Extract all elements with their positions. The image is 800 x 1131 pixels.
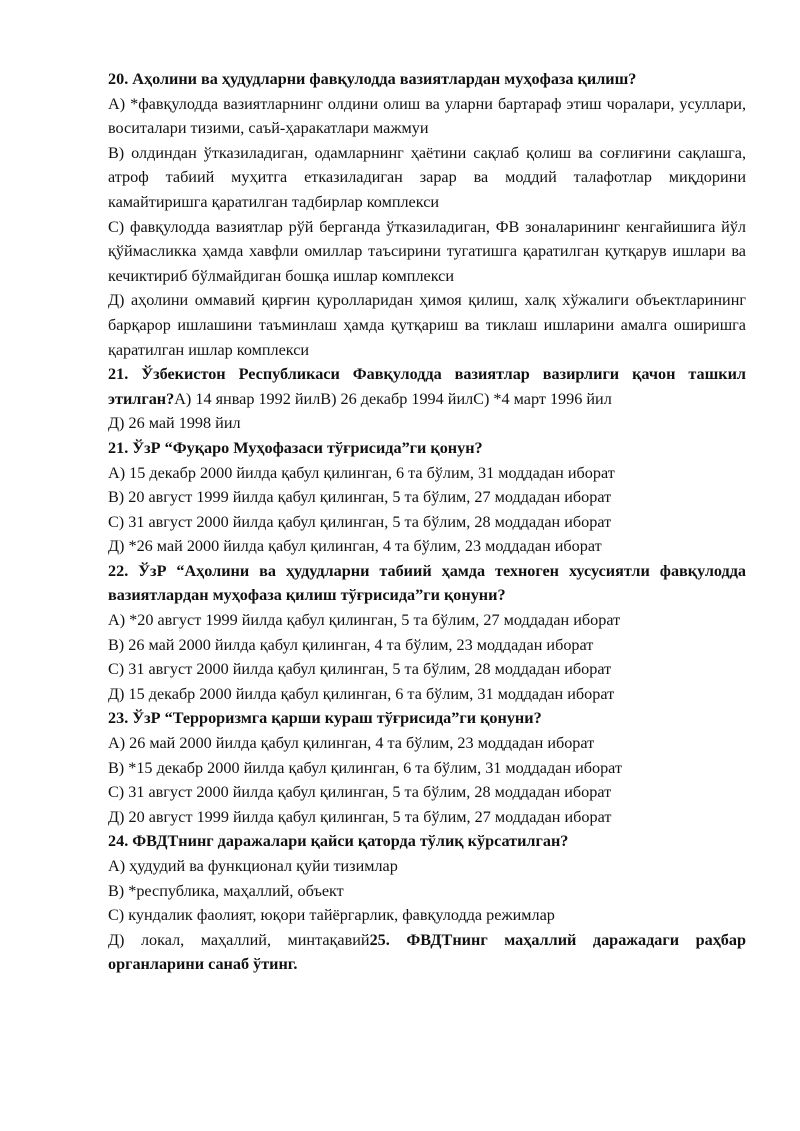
question-23-option-d: Д) 20 август 1999 йилда қабул қилинган, 5 та бўлим, 27 моддадан иборат [108,807,612,826]
question-21b-option-b: В) 20 август 1999 йилда қабул қилинган, 5 та бўлим, 27 моддадан иборат [108,488,612,507]
question-21b-option-d: Д) *26 май 2000 йилда қабул қилинган, 4 та бўлим, 23 моддадан иборат [108,537,602,556]
question-20-title: 20. Аҳолини ва ҳудудларни фавқулодда вазиятлардан муҳофаза қилиш? [108,70,637,88]
question-24-option-c: С) кундалик фаолият, юқори тайёргарлик, фавқулодда режимлар [108,906,555,925]
question-21b-option-c: С) 31 август 2000 йилда қабул қилинган, 5 та бўлим, 28 моддадан иборат [108,512,612,531]
question-22-option-c: С) 31 август 2000 йилда қабул қилинган, 5 та бўлим, 28 моддадан иборат [108,660,612,679]
question-21a-title: 21. Ўзбекистон Республикаси Фавқулодда вазиятлар вазирлиги қачон ташкил этилган? [108,365,746,408]
question-24-25-paragraph [108,928,746,977]
question-21a-inline-options: А) 14 январ 1992 йилВ) 26 декабр 1994 йилС) *4 март 1996 йил [174,389,612,408]
question-22-option-b: В) 26 май 2000 йилда қабул қилинган, 4 та бўлим, 23 моддадан иборат [108,635,594,654]
question-20-option-c: С) фавқулодда вазиятлар рўй берганда ўтказиладиган, ФВ зоналарининг кенгайишига йўл қўймасликка ҳамда хавфли омиллар таъсирини тугатишга қаратилган қутқарув ишлари ва кечиктириб бўлмайдиган бошқа ишлар комплекси [108,217,746,285]
question-22-title: 22. ЎзР “Аҳолини ва ҳудудларни табиий ҳамда техноген хусусиятли фавқулодда вазиятлардан муҳофаза қилиш тўғрисида”ги қонуни? [108,561,746,605]
question-24-option-a: А) ҳудудий ва функционал қуйи тизимлар [108,857,398,875]
question-21a-paragraph [108,362,746,411]
question-25-title: 25. ФВДТнинг маҳаллий даражадаги раҳбар органларини санаб ўтинг. [108,930,746,974]
question-22-option-d: Д) 15 декабр 2000 йилда қабул қилинган, 6 та бўлим, 31 моддадан иборат [108,684,615,703]
question-23-block [108,706,746,829]
question-23-option-b: В) *15 декабр 2000 йилда қабул қилинган, 6 та бўлим, 31 моддадан иборат [108,758,623,777]
question-21b-block [108,436,746,559]
question-24-block [108,829,746,977]
question-22-block [108,559,746,707]
question-21b-title: 21. ЎзР “Фуқаро Муҳофазаси тўғрисида”ги қонун? [108,438,483,457]
question-23-option-c: С) 31 август 2000 йилда қабул қилинган, 5 та бўлим, 28 моддадан иборат [108,783,612,802]
question-24-option-b: В) *республика, маҳаллий, объект [108,881,344,900]
question-21a-block [108,362,746,436]
question-21b-option-a: А) 15 декабр 2000 йилда қабул қилинган, 6 та бўлим, 31 моддадан иборат [108,463,615,482]
question-22-option-a: А) *20 август 1999 йилда қабул қилинган, 5 та бўлим, 27 моддадан иборат [108,611,621,630]
question-20-block [108,67,746,362]
question-23-title: 23. ЎзР “Терроризмга қарши кураш тўғрисида”ги қонуни? [108,709,542,728]
question-24-option-d: Д) локал, маҳаллий, минтақавий [108,930,370,949]
question-20-option-b: В) олдиндан ўтказиладиган, одамларнинг ҳаётини сақлаб қолиш ва соғлиғини сақлашга, атроф табиий муҳитга етказиладиган зарар ва моддий талафотлар миқдорини камайтиришга қаратилган тадбирлар комплекси [108,143,746,211]
question-23-option-a: А) 26 май 2000 йилда қабул қилинган, 4 та бўлим, 23 моддадан иборат [108,734,595,753]
question-20-option-a: А) *фавқулодда вазиятларнинг олдини олиш ва уларни бартараф этиш чоралари, усуллари, воситалари тизими, саъй-ҳаракатлари мажмуи [108,94,746,138]
question-21a-option-d: Д) 26 май 1998 йил [108,414,241,433]
question-20-option-d: Д) аҳолини оммавий қирғин қуролларидан ҳимоя қилиш, халқ хўжалиги объектларининг барқарор ишлашини таъминлаш ҳамда қутқариш ва тиклаш ишларини амалга оширишга қаратилган ишлар комплекси [108,291,746,359]
question-24-title: 24. ФВДТнинг даражалари қайси қаторда тўлиқ кўрсатилган? [108,832,569,851]
